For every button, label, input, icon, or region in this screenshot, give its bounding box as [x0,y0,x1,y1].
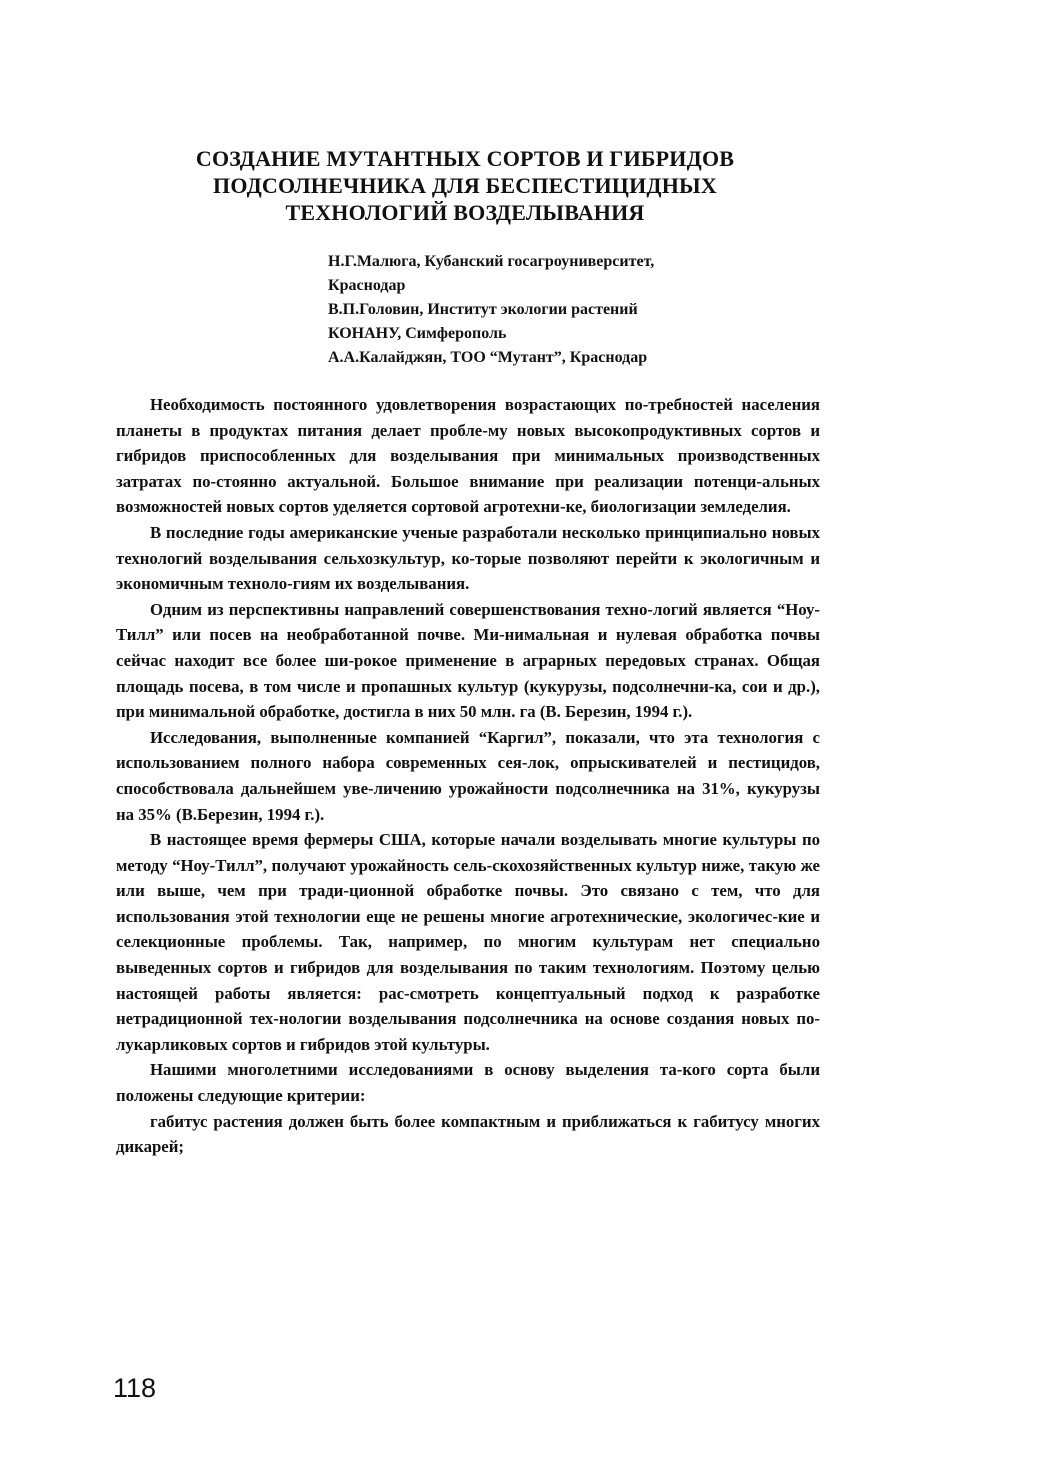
article-body [116,392,820,1160]
author-line: Краснодар [328,277,406,294]
body-paragraph: Необходимость постоянного удовлетворения возрастающих по-требностей населения планеты в продуктах питания делает пробле-му новых высокопродуктивных сортов и гибридов приспособленных для возделывания при минимальных производственных затратах по-стоянно актуальной. Большое внимание при реализации потенци-альных возможностей новых сортов уделяется сортовой агротехни-ке, биологизации земледелия. [116,395,820,517]
body-paragraph: Исследования, выполненные компанией “Каргил”, показали, что эта технология с использованием полного набора современных сея-лок, опрыскивателей и пестицидов, способствовала дальнейшем уве-личению урожайности подсолнечника на 31%, кукурузы на 35% (В.Березин, 1994 г.). [116,727,820,824]
author-line: А.А.Калайджян, ТОО “Мутант”, Краснодар [328,349,648,366]
body-paragraph: габитус растения должен быть более компактным и приближаться к габитусу многих дикарей; [116,1111,820,1157]
title-line: СОЗДАНИЕ МУТАНТНЫХ СОРТОВ И ГИБРИДОВ [195,146,735,171]
author-line: Н.Г.Малюга, Кубанский госагроуниверситет, [328,253,655,270]
author-line: В.П.Головин, Институт экологии растений [328,301,638,318]
title-line: ПОДСОЛНЕЧНИКА ДЛЯ БЕСПЕСТИЦИДНЫХ [213,173,717,198]
page-number: 118 [113,1373,157,1403]
authors-block [328,250,798,370]
author-line: КОНАНУ, Симферополь [328,325,507,342]
body-paragraph: В последние годы американские ученые разработали несколько принципиально новых технологий возделывания сельхозкультур, ко-торые позволяют перейти к экологичным и экономичным техноло-гиям их возделывания. [116,522,820,594]
body-paragraph: В настоящее время фермеры США, которые начали возделывать многие культуры по методу “Ноу-Тилл”, получают урожайность сель-скохозяйственных культур ниже, такую же или выше, чем при тради-ционной обработке почвы. Это связано с тем, что для использования этой технологии еще не решены многие агротехнические, экологичес-кие и селекционные проблемы. Так, например, по многим культурам нет специально выведенных сортов и гибридов для возделывания по таким технологиям. Поэтому целью настоящей работы является: рас-смотреть концептуальный подход к разработке нетрадиционной тех-нологии возделывания подсолнечника на основе создания новых по-лукарликовых сортов и гибридов этой культуры. [116,830,820,1054]
article-title [120,145,810,226]
body-paragraph: Нашими многолетними исследованиями в основу выделения та-кого сорта были положены следующие критерии: [116,1060,820,1106]
body-paragraph: Одним из перспективны направлений совершенствования техно-логий является “Ноу-Тилл” или посев на необработанной почве. Ми-нимальная и нулевая обработка почвы сейчас находит все более ши-рокое применение в аграрных передовых странах. Общая площадь посева, в том числе и пропашных культур (кукурузы, подсолнечни-ка, сои и др.), при минимальной обработке, достигла в них 50 млн. га (В. Березин, 1994 г.). [116,599,820,722]
title-line: ТЕХНОЛОГИЙ ВОЗДЕЛЫВАНИЯ [285,200,645,225]
